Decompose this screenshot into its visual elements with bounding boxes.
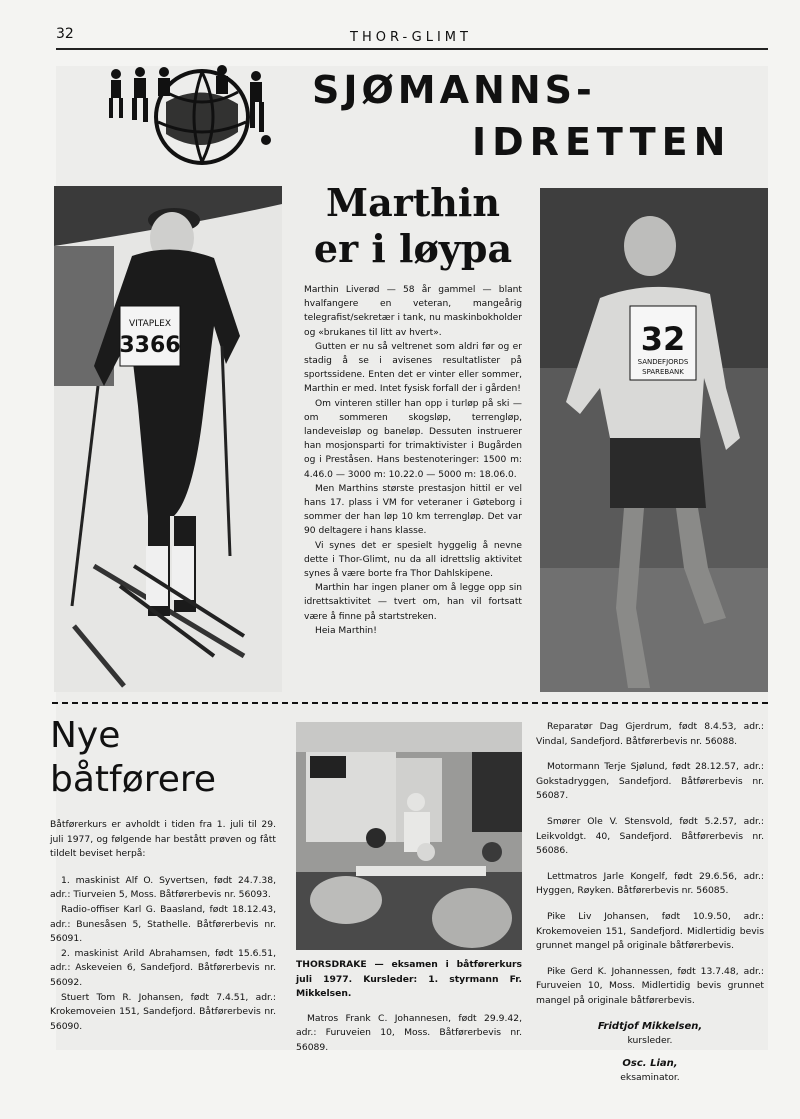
boat-article-title: Nye båtførere: [50, 715, 217, 800]
boat-entry: Radio-offiser Karl G. Baasland, født 18.12.43, adr.: Bunesåsen 5, Stathelle. Båtførerbevis nr. 56091.: [50, 903, 276, 945]
signature-name: Osc. Lian,: [622, 1057, 678, 1069]
article-paragraph: Om vinteren stiller han opp i turløp på ski — om sommeren skogsløp, terrengløp, landeveisløp og baneløp. Dessuten instruerer han mosjonsparti for trimaktivister i Bugården og i Preståsen. Hans bestenoteringer: 1500 m: 4.46.0 — 3000 m: 10.22.0 — 5000 m: 18.06.0.: [304, 398, 522, 480]
boat-article-middle-column: [296, 958, 522, 1056]
boat-entry: Lettmatros Jarle Kongelf, født 29.6.56, adr.: Hyggen, Røyken. Båtførerbevis nr. 56085.: [536, 870, 764, 897]
skier-bib-sponsor: VITAPLEX: [128, 319, 172, 329]
boat-entry: Matros Frank C. Johannesen, født 29.9.42, adr.: Furuveien 10, Moss. Båtførerbevis nr. 56089.: [296, 1012, 522, 1053]
article-paragraph: Marthin Liverød — 58 år gammel — blant hvalfangere en veteran, mangeårig telegrafist/sekretær i tank, nu maskinbokholder og «brukanes til litt av hvert».: [304, 285, 522, 338]
boat-article-right-column: [536, 720, 764, 1086]
classroom-photo: [296, 722, 522, 950]
article-title: Marthin er i løypa: [313, 180, 513, 271]
skier-photo: [54, 186, 282, 692]
section-headline-line2: IDRETTEN: [472, 120, 732, 164]
section-headline-line1: SJØMANNS-: [312, 68, 596, 112]
header-rule: [56, 48, 768, 50]
boat-entry: 1. maskinist Alf O. Syvertsen, født 24.7.38, adr.: Tiurveien 5, Moss. Båtførerbevis nr. 56093.: [50, 874, 276, 901]
boat-entry: Reparatør Dag Gjerdrum, født 8.4.53, adr.: Vindal, Sandefjord. Båtførerbevis nr. 56088.: [536, 721, 764, 747]
runner-bib-number: 32: [640, 320, 686, 358]
signature-block: [536, 1020, 764, 1086]
article-paragraph: Marthin har ingen planer om å legge opp sin idrettsaktivitet — tvert om, han vil fortsatt være å finne på startstreken.: [304, 583, 522, 622]
signature-role: kursleder.: [627, 1035, 673, 1047]
magazine-title: THOR-GLIMT: [350, 30, 472, 45]
football-players-logo: [106, 62, 282, 172]
article-paragraph: Heia Marthin!: [315, 625, 377, 636]
section-divider: [52, 702, 768, 704]
boat-entry: Pike Liv Johansen, født 10.9.50, adr.: Krokemoveien 151, Sandefjord. Midlertidig bevis grunnet mangel på originale båtførerbevis.: [536, 910, 764, 952]
runner-photo: [540, 188, 768, 692]
boat-entry: Motormann Terje Sjølund, født 28.12.57, adr.: Gokstadryggen, Sandefjord. Båtførerbevis nr. 56087.: [536, 761, 764, 802]
signature-name: Fridtjof Mikkelsen,: [597, 1020, 703, 1032]
skier-bib-number: 3366: [119, 333, 181, 358]
runner-bib-sponsor-line2: SPAREBANK: [642, 368, 684, 376]
boat-article-left-column: [50, 818, 276, 1034]
boat-entry: Stuert Tom R. Johansen, født 7.4.51, adr.: Krokemoveien 151, Sandefjord. Båtførerbevis nr. 56090.: [50, 991, 276, 1032]
boat-article-intro: Båtførerkurs er avholdt i tiden fra 1. juli til 29. juli 1977, og følgende har bestått prøven og fått tildelt beviset herpå:: [50, 819, 276, 860]
runner-bib-sponsor-line1: SANDEFJORDS: [637, 358, 689, 366]
photo-caption: THORSDRAKE — eksamen i båtførerkurs juli 1977. Kursleder: 1. styrmann Fr. Mikkelsen.: [296, 959, 522, 1000]
boat-entry: Smører Ole V. Stensvold, født 5.2.57, adr.: Leikvoldgt. 40, Sandefjord. Båtførerbevis nr. 56086.: [536, 815, 764, 857]
boat-entry: Pike Gerd K. Johannessen, født 13.7.48, adr.: Furuveien 10, Moss. Midlertidig bevis grunnet mangel på originale båtførerbevis.: [536, 965, 764, 1006]
article-body: [304, 283, 522, 638]
signature-role: eksaminator.: [620, 1072, 680, 1084]
boat-entry: 2. maskinist Arild Abrahamsen, født 15.6.51, adr.: Askeveien 6, Sandefjord. Båtførerbevis nr. 56092.: [50, 947, 276, 988]
article-paragraph: Gutten er nu så veltrenet som aldri før og er stadig å se i avisenes resultatlister på sportssidene. Enten det er vinter eller sommer, Marthin er med. Intet fysisk forfall der i gården!: [304, 341, 522, 395]
page-number: 32: [56, 26, 74, 42]
article-paragraph: Vi synes det er spesielt hyggelig å nevne dette i Thor-Glimt, nu da all idrettslig aktivitet synes å være borte fra Thor Dahlskipene.: [304, 540, 522, 580]
article-paragraph: Men Marthins største prestasjon hittil er vel hans 17. plass i VM for veteraner i Gøteborg i sommer der han løp 10 km terrengløp. Det var 90 deltagere i hans klasse.: [304, 483, 522, 537]
